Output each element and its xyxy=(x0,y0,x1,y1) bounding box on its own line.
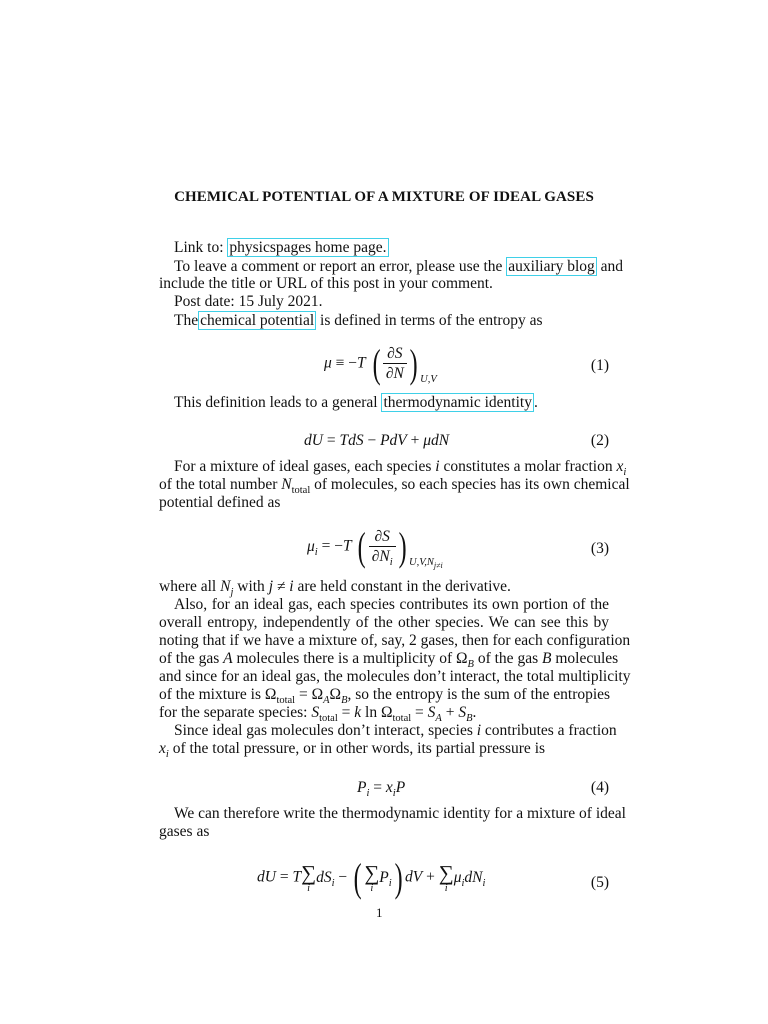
paragraph-entropy-line-4: of the gas A molecules there is a multiplicity of $\Omega_B$ of the gas B molecules xyxy=(159,650,619,671)
p6-l1-a: Since ideal gas molecules don’t interact, species xyxy=(174,722,473,739)
paragraph-entropy-line-7: for the separate species: $S_{total} = k$ $\ln \Omega_{total} = S_A + S_B$. xyxy=(159,704,477,725)
link-line xyxy=(174,239,389,257)
comment-and: and xyxy=(600,258,624,275)
chemical-potential-link[interactable]: chemical potential xyxy=(200,312,315,329)
comment-line-2: include the title or URL of this post in your comment. xyxy=(159,275,493,292)
p6-l2: of the total pressure, or in other words, its partial pressure is xyxy=(172,740,546,757)
p5-l7-a: for the separate species: xyxy=(159,704,308,721)
sub-total-2: total xyxy=(276,695,296,707)
sub-total-1: total xyxy=(291,485,311,497)
post-date: Post date: 15 July 2021. xyxy=(174,293,323,310)
paragraph-mixture-line-2: of the total number $N_{total}$ of molecules, so each species has its own chemical xyxy=(159,476,630,497)
p3-l2-a: of the total number xyxy=(159,476,278,493)
p2-pre: This definition leads to a general xyxy=(174,394,378,411)
paragraph-mixture-line-3: potential defined as xyxy=(159,494,281,511)
comment-text: To leave a comment or report an error, please use the xyxy=(174,258,503,275)
p4-a: where all xyxy=(159,578,217,595)
p3-l2-b: of molecules, so each species has its own chemical xyxy=(314,476,630,493)
paragraph-thermo-identity xyxy=(174,394,538,412)
equation-number-3: (3) xyxy=(590,540,609,557)
thermodynamic-identity-link[interactable]: thermodynamic identity xyxy=(383,394,532,411)
paragraph-identity-line-1: We can therefore write the thermodynamic identity for a mixture of ideal xyxy=(174,805,626,822)
equation-3: $\mu_i = -T$ ( $\frac{\partial S}{\partial N_i}$ ) $_{U,V,N_{j\ne i}}$ xyxy=(307,524,443,570)
equation-5: dU = T ∑ i $dS_i$ − ( ∑ i $P_i$) dV + ∑ i $\mu_idN_i$ xyxy=(257,855,486,900)
p4-b: with xyxy=(237,578,265,595)
p4-c: are held constant in the derivative. xyxy=(297,578,511,595)
p3-l1-b: constitutes a molar fraction xyxy=(443,458,613,475)
paragraph-pressure-line-1: Since ideal gas molecules don’t interact, species i contributes a fraction xyxy=(174,722,617,739)
p1-post: is defined in terms of the entropy as xyxy=(320,312,543,329)
paragraph-entropy-line-3: noting that if we have a mixture of, say, 2 gases, then for each configuration xyxy=(159,632,631,649)
paragraph-entropy-line-1: Also, for an ideal gas, each species contributes its own portion of the xyxy=(174,596,609,613)
comment-line-1 xyxy=(174,258,624,276)
p5-l4-b: molecules there is a multiplicity of xyxy=(236,650,453,667)
paragraph-mixture-line-1: For a mixture of ideal gases, each species i constitutes a molar fraction $x_i$ xyxy=(174,458,627,479)
paragraph-entropy-line-5: and since for an ideal gas, the molecules don’t interact, the total multiplicity xyxy=(159,668,631,685)
sub-total-3: total xyxy=(319,713,338,725)
equation-1: μ ≡ −T ( $\frac{\partial S}{\partial N}$ ) $_{U,V}$ xyxy=(324,341,437,386)
link-prefix: Link to: xyxy=(174,239,224,256)
paragraph-chemical-potential xyxy=(174,312,543,330)
paragraph-constant: where all $N_j$ with j ≠ i are held constant in the derivative. xyxy=(159,578,511,599)
p2-post: . xyxy=(533,394,538,411)
paragraph-pressure-line-2: $x_i$ of the total pressure, or in other words, its partial pressure is xyxy=(159,740,546,761)
p6-l1-b: contributes a fraction xyxy=(484,722,617,739)
page-title: CHEMICAL POTENTIAL OF A MIXTURE OF IDEAL GASES xyxy=(174,189,594,205)
paragraph-entropy-line-2: overall entropy, independently of the other species. We can see this by xyxy=(159,614,609,631)
auxiliary-blog-link[interactable]: auxiliary blog xyxy=(508,258,595,275)
p5-l6-b: , so the entropy is the sum of the entropies xyxy=(347,686,611,703)
page-number: 1 xyxy=(376,905,383,920)
paragraph-identity-line-2: gases as xyxy=(159,823,210,840)
equation-2: dU = TdS − PdV + μdN xyxy=(304,432,450,449)
p5-l4-a: of the gas xyxy=(159,650,220,667)
p1-pre: The xyxy=(174,312,199,329)
paragraph-entropy-line-6: of the mixture is $\Omega_{total} = \Omega_A\Omega_B$, so the entropy is the sum of the entropies xyxy=(159,686,611,707)
p5-l4-d: molecules xyxy=(555,650,619,667)
equation-number-1: (1) xyxy=(590,357,609,374)
p5-l4-c: of the gas xyxy=(477,650,539,667)
p3-l1-a: For a mixture of ideal gases, each species xyxy=(174,458,432,475)
equation-number-5: (5) xyxy=(590,874,609,891)
p5-l6-a: of the mixture is xyxy=(159,686,262,703)
equation-4: $P_i = x_iP$ xyxy=(357,779,406,800)
equation-number-2: (2) xyxy=(590,432,609,449)
equation-number-4: (4) xyxy=(590,779,609,796)
sub-total-4: total xyxy=(392,713,412,725)
home-page-link[interactable]: physicspages home page. xyxy=(229,239,387,256)
